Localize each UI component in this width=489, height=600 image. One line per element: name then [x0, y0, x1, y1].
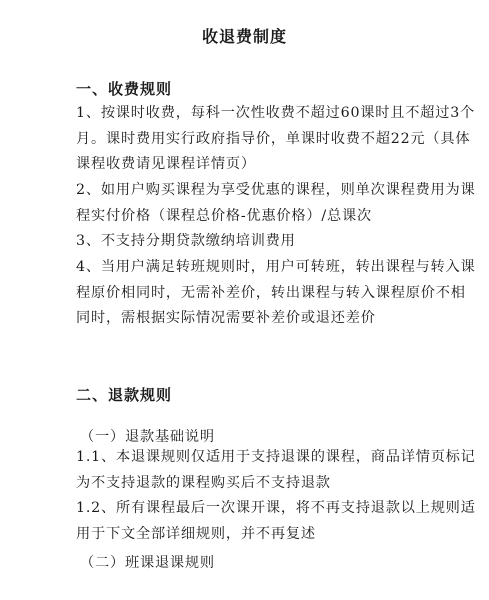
fee-rule-item-2: 2、如用户购买课程为享受优惠的课程，则单次课程费用为课程实付价格（课程总价格-优惠价格）/总课次 — [76, 182, 476, 224]
refund-basic-subheading: （一）退款基础说明 — [80, 429, 215, 445]
section-heading-fee-rules: 一、收费规则 — [76, 80, 173, 98]
fee-rule-item-4: 4、当用户满足转班规则时，用户可转班，转出课程与转入课程原价相同时，无需补差价，转出课程与转入课程原价不相同时，需根据实际情况需要补差价或退还差价 — [76, 259, 476, 326]
fee-rule-item-3: 3、不支持分期贷款缴纳培训费用 — [76, 233, 296, 249]
refund-rule-item-1-1: 1.1、本退课规则仅适用于支持退课的课程，商品详情页标记为不支持退款的课程购买后不支持退款 — [76, 449, 476, 491]
class-refund-subheading: （二）班课退课规则 — [80, 555, 215, 571]
section-heading-refund-rules: 二、退款规则 — [76, 386, 173, 404]
document-title: 收退费制度 — [201, 27, 287, 46]
refund-rule-item-1-2: 1.2、所有课程最后一次课开课，将不再支持退款以上规则适用于下文全部详细规则，并不再复述 — [76, 500, 476, 542]
fee-rule-item-1: 1、按课时收费，每科一次性收费不超过60课时且不超过3个月。课时费用实行政府指导价，单课时收费不超22元（具体课程收费请见课程详情页） — [76, 105, 476, 172]
